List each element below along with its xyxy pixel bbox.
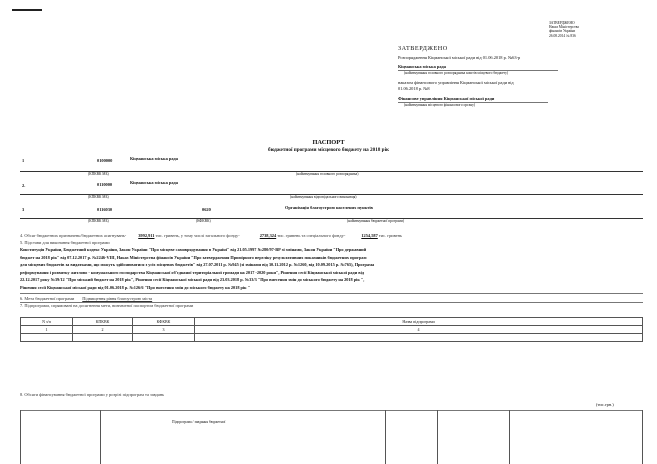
approved-fin-org: Фінансове управління Кіцманської міської ради <box>398 96 495 101</box>
approved-fin-caption: (найменування місцевого фінансового органу) <box>404 103 476 107</box>
row2-name: Кіцманська міська рада <box>130 180 178 185</box>
row1-name: Кіцманська міська рада <box>130 156 178 161</box>
table-number-row <box>21 326 643 334</box>
section5-line1: Конституція України, Бюджетний кодекс України, Закон України "Про місцеве самоврядування в Україні" від 21.05.1997 №280/97-ВР зі змінами, Закон України "Про державний <box>20 247 367 252</box>
section4-total: 3992,911 <box>138 233 155 238</box>
section5-line4: реформування і розвитку житлово - комунального господарства Кіцманської об'єднаної територіальної громади на 2017 -2020 роки", Рішення сесії Кіцманської міської ради від <box>20 269 364 275</box>
approved-org: Кіцманська міська рада <box>398 64 446 69</box>
row2-name-caption: (найменування відповідального виконавця) <box>290 195 357 199</box>
passport-title: ПАСПОРТ <box>312 139 345 146</box>
section4-mid2: тис. гривень та спеціального фонду- <box>276 233 346 238</box>
section5-line2: бюджет на 2018 рік" від 07.12.2017 р. №2246-VIII, Наказ Міністерства фінансів України "Про затвердження Примірного переліку результативних показників бюджетних програм <box>20 254 367 260</box>
corner-mark <box>12 9 42 11</box>
section5-text <box>20 246 644 292</box>
section4-suffix: тис. гривень <box>377 233 402 238</box>
approval-ref-line1: ЗАТВЕРДЖЕНО <box>549 21 575 25</box>
section8-heading: 8. Обсяги фінансування бюджетної програми у розрізі підпрограм та завдань <box>20 392 165 397</box>
header-number: N з/п <box>21 318 73 326</box>
section5-heading: 5. Підстави для виконання бюджетної програми <box>20 240 110 245</box>
row2-code-caption: (КПКВК МБ) <box>88 195 109 199</box>
row3-code: 0116030 <box>97 207 113 212</box>
section6 <box>20 296 152 301</box>
row3-code-caption: (КПКВК МБ) <box>88 219 109 223</box>
header-subprogram-name: Назва підпрограми <box>195 318 643 326</box>
section5-line3: для місцевих бюджетів за видатками, що можуть здійснюватися з усіх місцевих бюджетів" від 27.07.2011 р. №945 (зі змінами від 30.11.2012 р. №1260, від 10.09.2015 р. №765), Програма <box>20 262 375 268</box>
row3-number: 3 <box>22 207 25 212</box>
section4-general: 2738,324 <box>259 233 277 238</box>
section4-mid1: тис. гривень, у тому числі загального фонду- <box>154 233 240 238</box>
col-number-2: 2 <box>73 326 133 334</box>
row1-code: 0100000 <box>97 158 113 163</box>
section8-unit: (тис.грн.) <box>596 402 614 407</box>
approved-order2-line1: наказом фінансового управління Кіцманської міської ради від <box>398 80 514 85</box>
section5-line5: 22.12.2017 року №39/12 "Про міський бюджет на 2018 рік", Рішення сесії Кіцманської міської ради від 23.03.2018 р. №33/3 "Про внесення змін до міського бюджету на 2018 рік ", <box>20 277 365 283</box>
approved-order-line: Розпорядження Кіцманської міської ради від 01.06.2018 р. №63-р <box>398 55 521 60</box>
subprograms-table <box>20 317 643 342</box>
row2-number: 2. <box>22 183 26 188</box>
section6-value: Підвищення рівня благоустрою міста <box>82 296 153 301</box>
approved-order2-line2: 01.06.2018 р. №8 <box>398 86 430 91</box>
approval-reference <box>549 21 639 38</box>
passport-subtitle: бюджетної програми місцевого бюджету на 2018 рік <box>267 147 390 153</box>
row2-code: 0110000 <box>97 182 113 187</box>
section4-prefix: 4. Обсяг бюджетних призначень/бюджетних асигнувань- <box>20 233 127 238</box>
approved-title: ЗАТВЕРДЖЕНО <box>398 45 448 52</box>
row3-kfkvk-caption: (КФКВК) <box>196 219 211 223</box>
section4-special: 1254,587 <box>361 233 378 238</box>
approval-ref-line2: Наказ Міністерства <box>549 25 579 30</box>
header-kpkvk: КПКВК <box>73 318 133 326</box>
section7-heading: 7. Підпрограми, спрямовані на досягнення мети, визначеної паспортом бюджетної програми <box>20 303 194 308</box>
row3-name-caption: (найменування бюджетної програми) <box>347 219 405 223</box>
approved-org-caption: (найменування головного розпорядника коштів місцевого бюджету) <box>404 71 509 75</box>
row1-number: 1 <box>22 158 25 163</box>
section4-budget <box>20 233 402 238</box>
section6-label: 6. Мета бюджетної програми <box>20 296 75 301</box>
row3-name: Організація благоустрою населених пунктів <box>285 205 373 210</box>
col-number-4: 4 <box>195 326 643 334</box>
col-number-3: 3 <box>133 326 195 334</box>
row1-code-caption: (КПКВК МБ) <box>88 172 109 176</box>
section8-partial-header: Підпрограма / завдання бюджетної <box>172 420 226 424</box>
header-kfkvk: КФКВК <box>133 318 195 326</box>
col-number-1: 1 <box>21 326 73 334</box>
table-empty-row <box>21 334 643 342</box>
row3-kfkvk: 0620 <box>202 207 211 212</box>
row1-name-caption: (найменування головного розпорядника) <box>296 172 359 176</box>
approval-ref-line4: 26.08.2014 № 836 <box>549 33 576 38</box>
approval-ref-line3: фінансів України <box>549 29 576 34</box>
section5-line6: Рішення сесії Кіцманської міської ради від 01.06.2018 р. №126/6 "Про внесення змін до міського бюджету на 2018 рік " <box>20 284 251 290</box>
table-header-row <box>21 318 643 326</box>
